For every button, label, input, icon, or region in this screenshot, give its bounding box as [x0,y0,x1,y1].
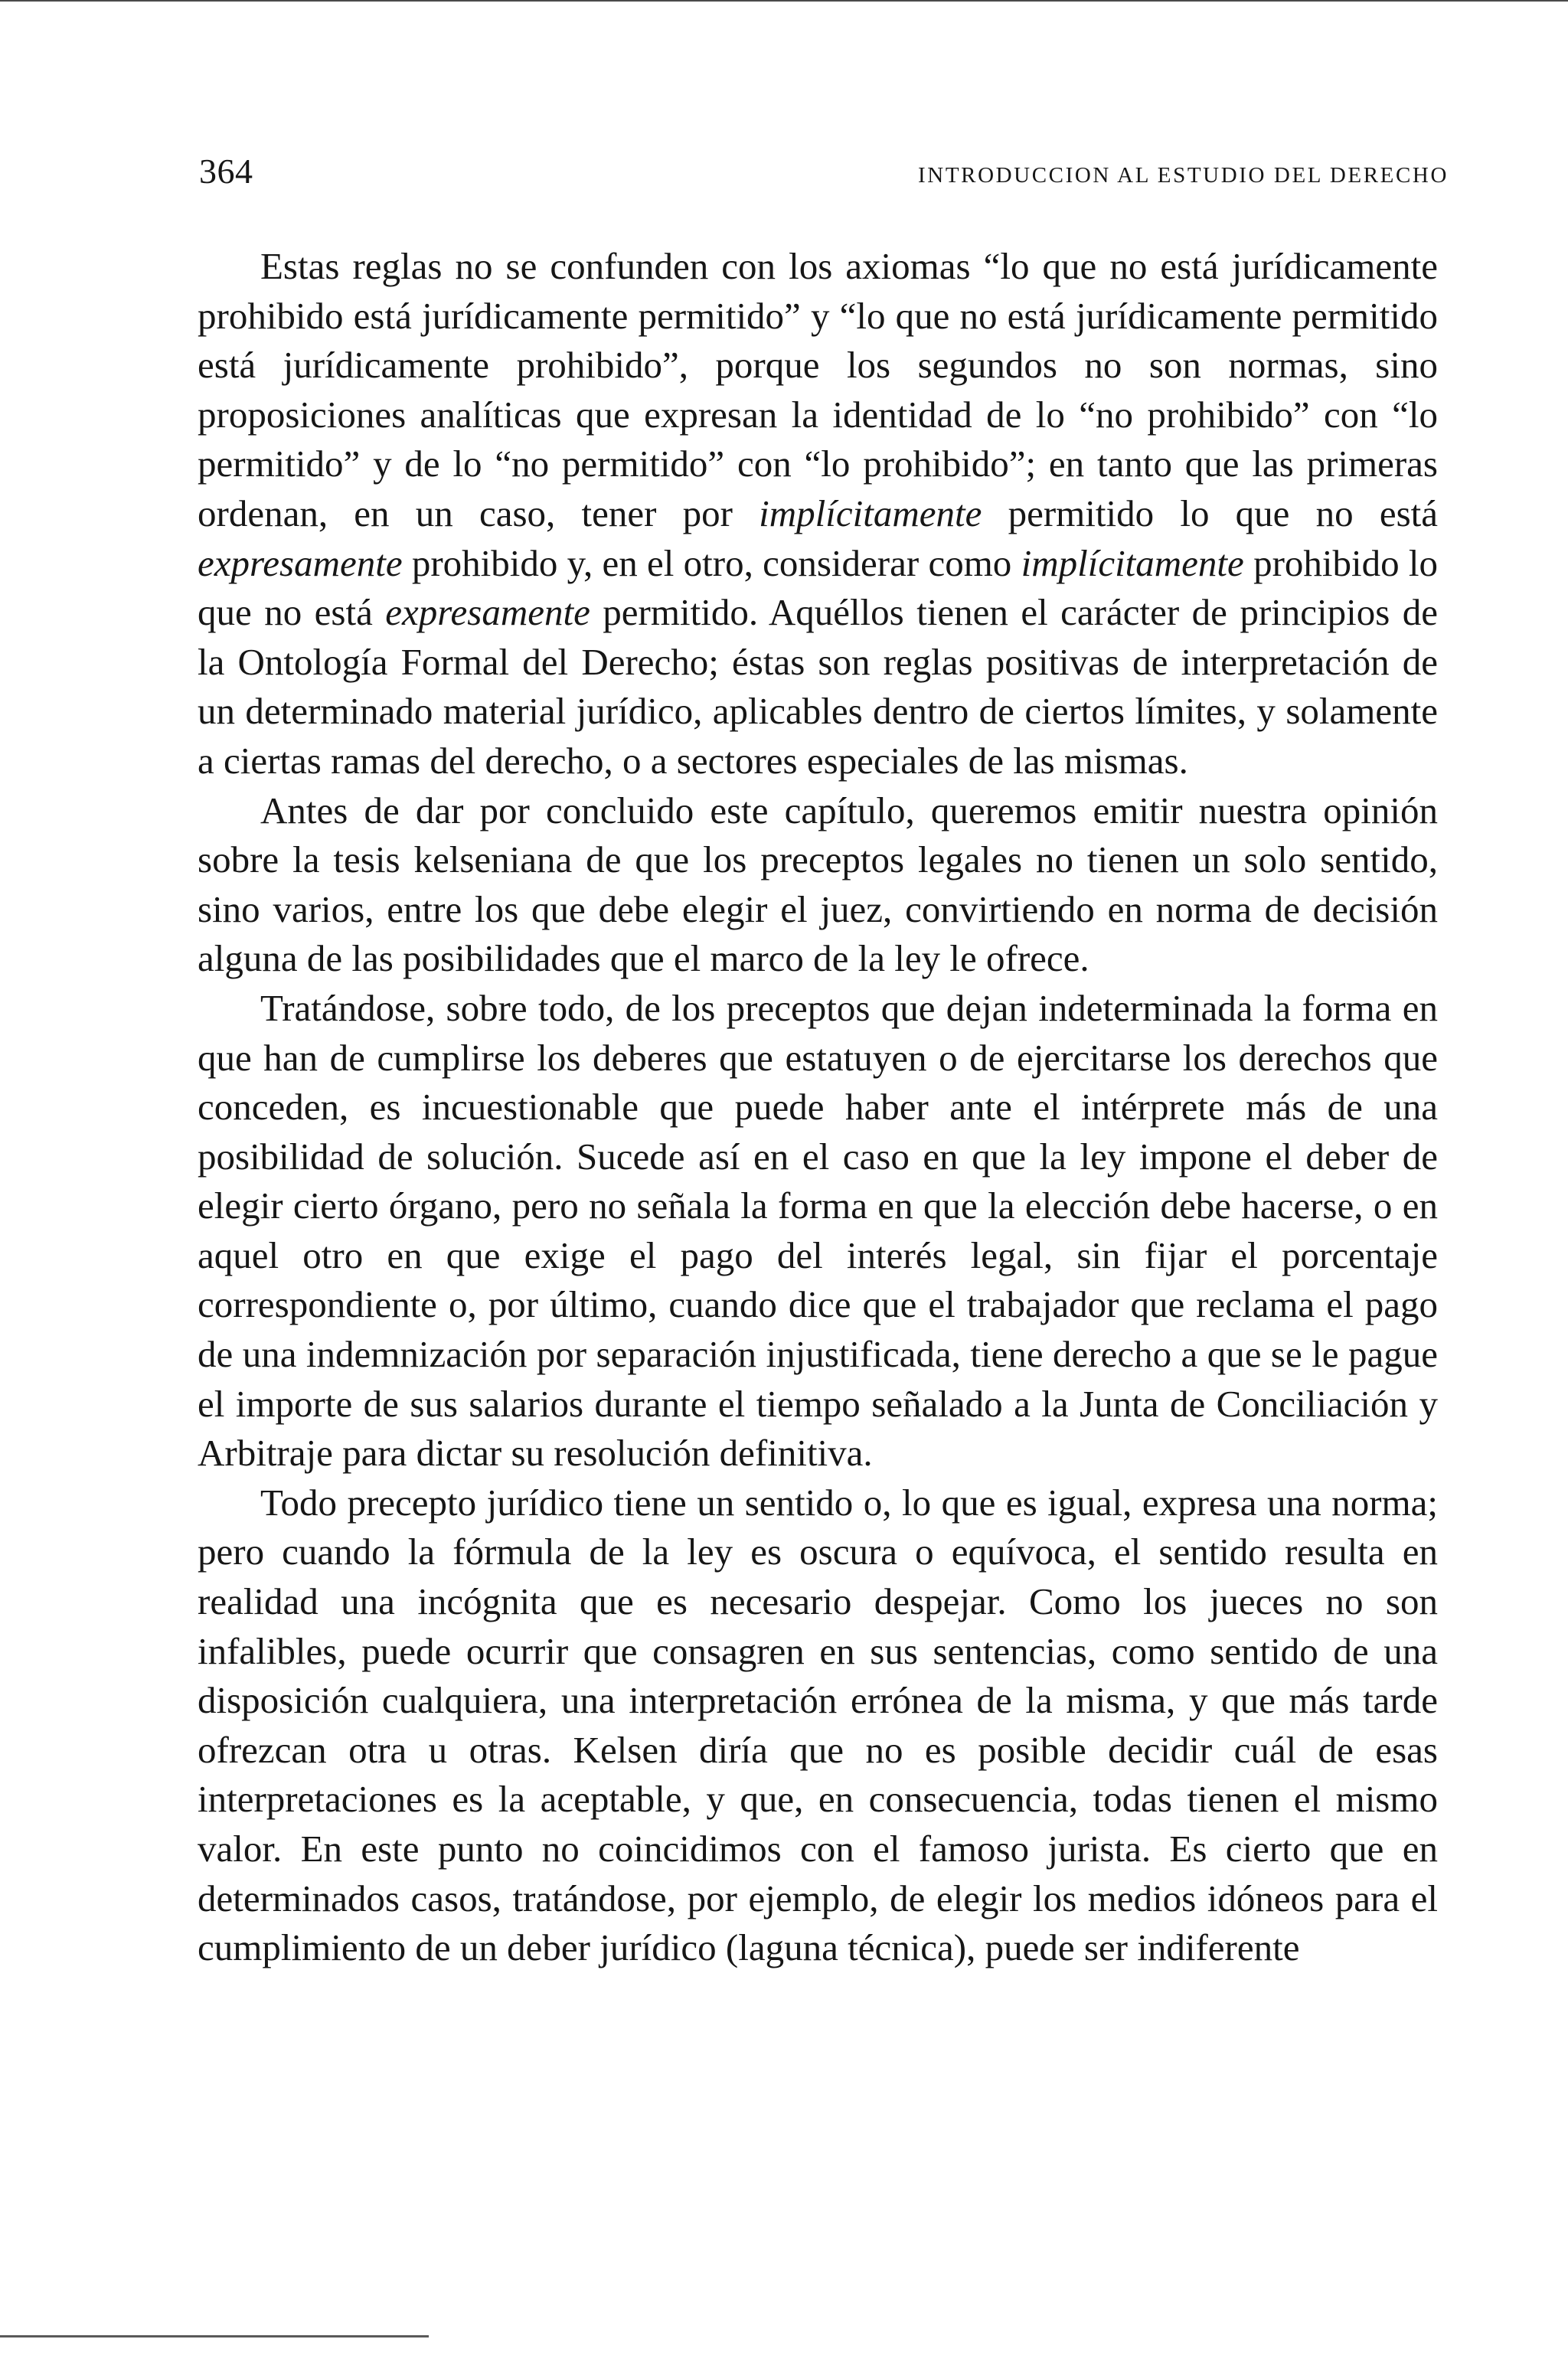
scan-border-top [0,0,1568,2]
paragraph-3: Tratándose, sobre todo, de los preceptos que dejan indeterminada la forma en que han de cumplirse los deberes que estatuyen o de ejercitarse los derechos que conceden, es incuestionable que puede haber ante el intérprete más de una posibilidad de solución. Sucede así en el caso en que la ley impone el deber de elegir cierto órgano, pero no señala la forma en que la elección debe hacerse, o en aquel otro en que exige el pago del interés legal, sin fijar el porcentaje correspondiente o, por último, cuando dice que el trabajador que reclama el pago de una indemnización por separación injustificada, tiene derecho a que se le pague el importe de sus salarios durante el tiempo señalado a la Junta de Conciliación y Arbitraje para dictar su resolución definitiva. [198,986,1438,1475]
body-text [198,242,1438,1973]
italic-expresamente-2: expresamente [385,591,590,634]
paragraph-1 [198,242,1438,786]
paragraph-1-part-1: Estas reglas no se confunden con los axiomas “lo que no está jurídicamente prohibido está jurídicamente permitido” y “lo que no está jurídicamente permitido está jurídicamente prohibido”, porque los segundos no son normas, sino proposiciones analíticas que expresan la identidad de lo “no prohibido” con “lo permitido” y de lo “no permitido” con “lo prohibido”; en tanto que las primeras ordenan, en un caso, tener por [198,245,1438,534]
italic-implicitamente-1: implícitamente [759,492,982,534]
paragraph-2: Antes de dar por concluido este capítulo, queremos emitir nuestra opinión sobre la tesis kelseniana de que los preceptos legales no tienen un solo sentido, sino varios, entre los que debe elegir el juez, convirtiendo en norma de decisión alguna de las posibilidades que el marco de la ley le ofrece. [198,789,1438,980]
italic-implicitamente-2: implícitamente [1021,541,1244,584]
paragraph-1-part-4: prohibido lo que no está [198,541,1439,634]
scan-border-bottom [0,2335,429,2337]
paragraph-1-part-3: prohibido y, en el otro, considerar como [411,541,1012,584]
italic-expresamente-1: expresamente [198,541,403,584]
paragraph-1-part-2: permitido lo que no está [1008,492,1439,534]
running-title: INTRODUCCION AL ESTUDIO DEL DERECHO [918,163,1449,188]
paragraph-1-part-5: permitido. Aquéllos tienen el carácter de principios de la Ontología Formal del Derecho; éstas son reglas positivas de interpretación de un determinado material jurídico, aplicables dentro de ciertos límites, y solamente a ciertas ramas del derecho, o a sectores especiales de las mismas. [198,591,1438,782]
page-number: 364 [199,152,253,191]
paragraph-4: Todo precepto jurídico tiene un sentido o, lo que es igual, expresa una norma; pero cuando la fórmula de la ley es oscura o equívoca, el sentido resulta en realidad una incógnita que es necesario despejar. Como los jueces no son infalibles, puede ocurrir que consagren en sus sentencias, como sentido de una disposición cualquiera, una interpretación errónea de la misma, y que más tarde ofrezcan otra u otras. Kelsen diría que no es posible decidir cuál de esas interpretaciones es la aceptable, y que, en consecuencia, todas tienen el mismo valor. En este punto no coincidimos con el famoso jurista. Es cierto que en determinados casos, tratándose, por ejemplo, de elegir los medios idóneos para el cumplimiento de un deber jurídico (laguna técnica), puede ser indiferente [198,1481,1438,1969]
page-header [199,150,1449,196]
